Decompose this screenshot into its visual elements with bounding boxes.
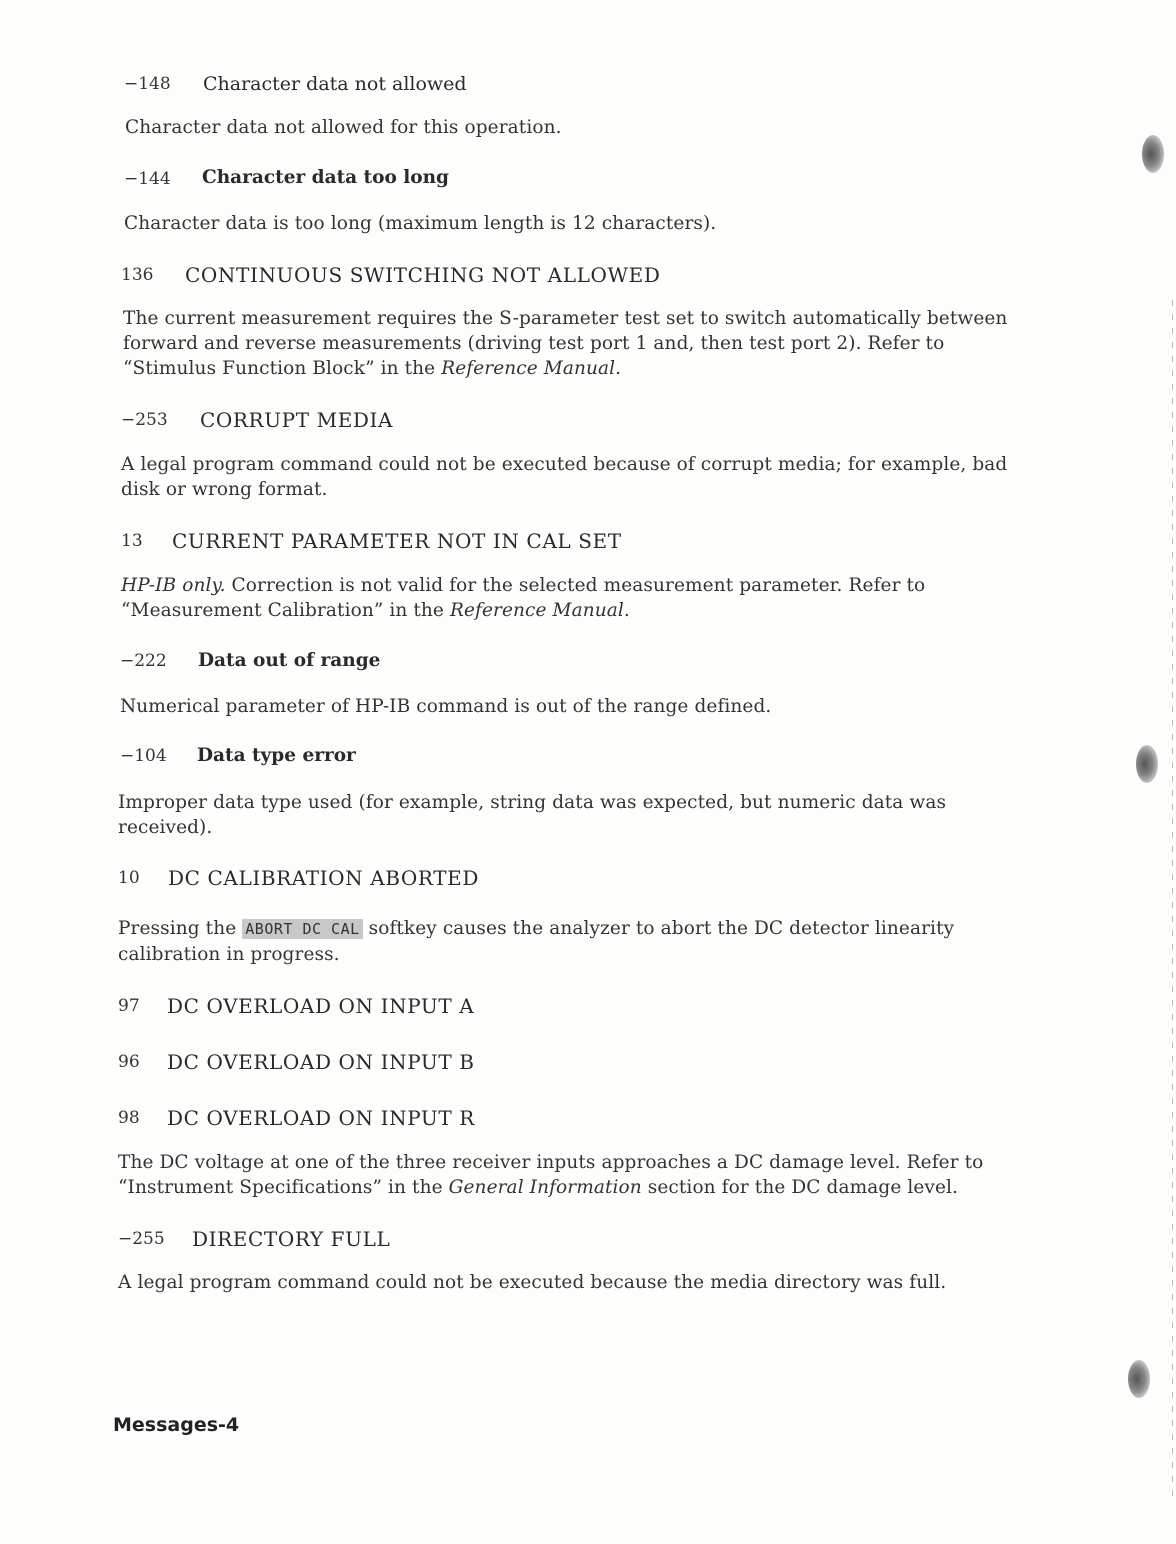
error-description-line: “Stimulus Function Block” in the Reference Manual. <box>123 358 622 379</box>
error-description-line: Improper data type used (for example, string data was expected, but numeric data was <box>118 792 947 813</box>
error-description: Character data is too long (maximum length is 12 characters). <box>124 213 717 234</box>
error-code: −255 <box>118 1229 165 1249</box>
error-title: CORRUPT MEDIA <box>200 408 394 432</box>
error-title: CONTINUOUS SWITCHING NOT ALLOWED <box>185 263 661 287</box>
error-title: Data out of range <box>198 650 381 671</box>
error-description-line: A legal program command could not be executed because of corrupt media; for example, bad <box>121 454 1008 475</box>
error-title: CURRENT PARAMETER NOT IN CAL SET <box>172 529 622 553</box>
error-code: −104 <box>120 746 167 766</box>
error-description-line: Pressing the ABORT DC CAL softkey causes the analyzer to abort the DC detector linearity <box>118 918 955 939</box>
punch-hole-icon <box>1128 1360 1150 1398</box>
error-description-line: calibration in progress. <box>118 944 340 965</box>
punch-hole-icon <box>1136 745 1158 783</box>
error-title: DC CALIBRATION ABORTED <box>168 866 480 890</box>
error-code: 10 <box>118 868 140 888</box>
punch-hole-icon <box>1142 135 1164 173</box>
error-code: 136 <box>121 265 154 285</box>
error-description: Numerical parameter of HP-IB command is out of the range defined. <box>120 696 772 717</box>
error-code: 96 <box>118 1052 140 1072</box>
error-code: −253 <box>121 410 168 430</box>
error-code: 13 <box>121 531 143 551</box>
error-title: DIRECTORY FULL <box>192 1227 391 1251</box>
error-description-line: received). <box>118 817 213 838</box>
error-code: −144 <box>124 169 171 189</box>
page-footer: Messages-4 <box>113 1414 240 1436</box>
error-title: DC OVERLOAD ON INPUT A <box>167 994 475 1018</box>
error-code: −148 <box>124 74 171 94</box>
error-description: A legal program command could not be executed because the media directory was full. <box>118 1272 947 1293</box>
scan-edge <box>1172 300 1173 1500</box>
error-title: Character data not allowed <box>203 73 467 95</box>
error-description-line: The DC voltage at one of the three receiver inputs approaches a DC damage level. Refer to <box>118 1152 984 1173</box>
error-description-line: disk or wrong format. <box>121 479 328 500</box>
error-description: Character data not allowed for this operation. <box>125 117 562 138</box>
error-code: 97 <box>118 996 140 1016</box>
error-title: DC OVERLOAD ON INPUT B <box>167 1050 475 1074</box>
error-code: 98 <box>118 1108 140 1128</box>
error-description-line: HP-IB only. Correction is not valid for the selected measurement parameter. Refer to <box>121 575 926 596</box>
error-title: DC OVERLOAD ON INPUT R <box>167 1106 475 1130</box>
abort-dc-cal-softkey: ABORT DC CAL <box>242 919 362 939</box>
error-description-line: The current measurement requires the S-parameter test set to switch automatically between <box>123 308 1008 329</box>
error-description-line: “Instrument Specifications” in the General Information section for the DC damage level. <box>118 1177 959 1198</box>
error-title: Data type error <box>197 745 356 766</box>
error-description-line: “Measurement Calibration” in the Reference Manual. <box>121 600 630 621</box>
error-description-line: forward and reverse measurements (driving test port 1 and, then test port 2). Refer to <box>123 333 945 354</box>
error-code: −222 <box>120 651 167 671</box>
error-title: Character data too long <box>202 167 449 188</box>
